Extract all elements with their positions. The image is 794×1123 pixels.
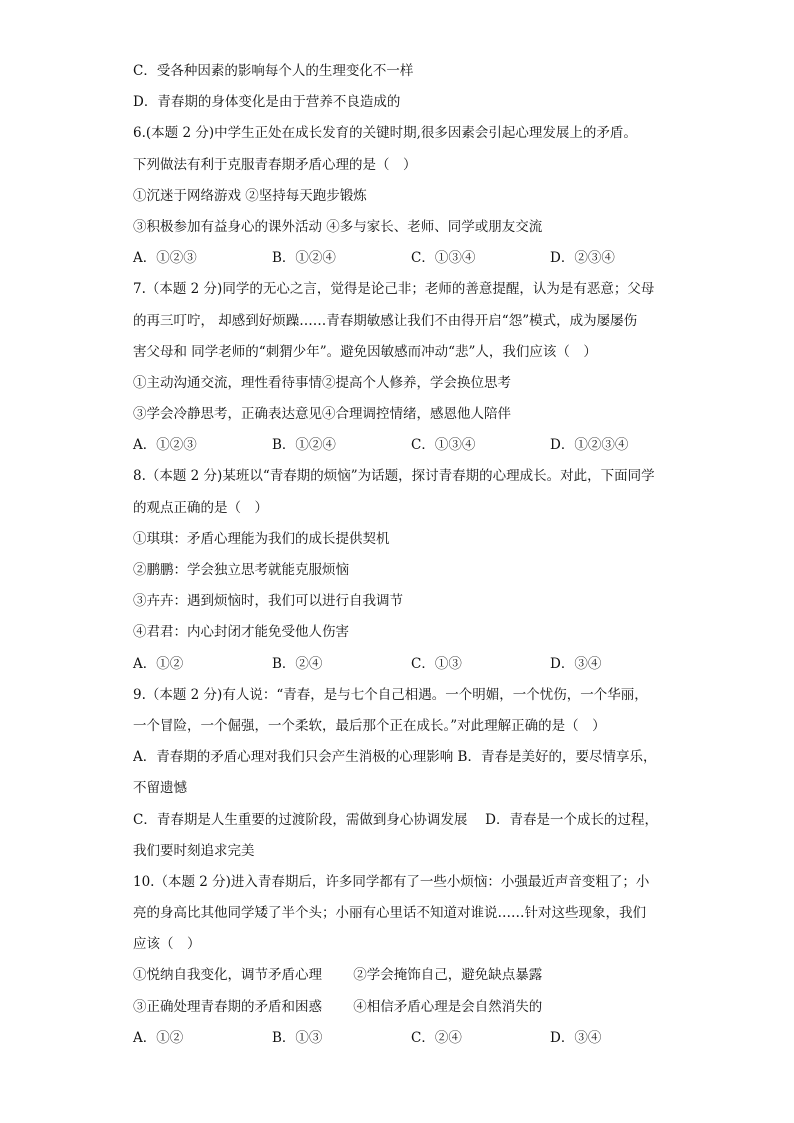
text-line: 8.（本题 2 分)某班以“青春期的烦恼”为话题，探讨青春期的心理成长。对此，下面同学 [133, 468, 655, 485]
text-line: 不留遗憾 [133, 780, 187, 797]
text-line: C．青春期是人生重要的过渡阶段，需做到身心协调发展 D．青春是一个成长的过程， [133, 811, 658, 828]
text-line: 10.（本题 2 分)进入青春期后，许多同学都有了一些小烦恼：小强最近声音变粗了；小 [133, 873, 650, 890]
answer-options [133, 1023, 674, 1054]
text-line: ④君君：内心封闭才能免受他人伤害 [133, 624, 349, 641]
answer-option: B．①②④ [272, 437, 336, 454]
answer-options [133, 649, 674, 680]
text-line: 亮的身高比其他同学矮了半个头；小丽有心里话不知道对谁说……针对这些现象，我们 [133, 905, 646, 922]
text-line: ①沉迷于网络游戏 ②坚持每天跑步锻炼 [133, 187, 367, 204]
answer-options [133, 243, 674, 274]
text-line: 一个冒险，一个倔强，一个柔软，最后那个正在成长。”对此理解正确的是（ ） [133, 717, 606, 734]
answer-option: A．①②③ [133, 437, 197, 454]
text-line: D．青春期的身体变化是由于营养不良造成的 [133, 94, 401, 111]
answer-option: B．①②④ [272, 250, 336, 267]
answer-option: C．②④ [411, 1029, 462, 1046]
answer-option: A．①② [133, 1029, 184, 1046]
answer-options [133, 430, 674, 461]
answer-option: C．①③④ [411, 437, 476, 454]
text-line: ①琪琪：矛盾心理能为我们的成长提供契机 [133, 530, 390, 547]
text-line: 9.（本题 2 分)有人说：“青春，是与七个自己相遇。一个明媚，一个忧伤，一个华丽， [133, 686, 648, 703]
answer-option: C．①③ [411, 655, 462, 672]
answer-option: B．②④ [272, 655, 323, 672]
text-line: ③卉卉：遇到烦恼时，我们可以进行自我调节 [133, 593, 403, 610]
text-line: ③积极参加有益身心的课外活动 ④多与家长、老师、同学或朋友交流 [133, 218, 543, 235]
answer-option: B．①③ [272, 1029, 323, 1046]
text-line: 的观点正确的是（ ） [133, 499, 268, 516]
text-line: ①悦纳自我变化，调节矛盾心理 ②学会掩饰自己，避免缺点暴露 [133, 967, 543, 984]
text-line: ①主动沟通交流，理性看待事情②提高个人修养，学会换位思考 [133, 374, 511, 391]
answer-option: A．①② [133, 655, 184, 672]
text-line: 害父母和 同学老师的“刺猬少年”。避免因敏感而冲动“悲”人，我们应该（ ） [133, 343, 597, 360]
text-line: 应该（ ） [133, 936, 201, 953]
answer-option: D．②③④ [550, 250, 615, 267]
text-line: A．青春期的矛盾心理对我们只会产生消极的心理影响 B．青春是美好的，要尽情享乐， [133, 749, 657, 766]
answer-option: D．①②③④ [550, 437, 629, 454]
text-line: ②鹏鹏：学会独立思考就能克服烦恼 [133, 562, 349, 578]
answer-option: D．③④ [550, 1029, 602, 1046]
text-line: 6.(本题 2 分)中学生正处在成长发育的关键时期,很多因素会引起心理发展上的矛盾。 [133, 125, 637, 142]
text-line: ③正确处理青春期的矛盾和困惑 ④相信矛盾心理是会自然消失的 [133, 998, 543, 1015]
text-line: 的再三叮咛， 却感到好烦躁……青春期敏感让我们不由得开启“怨”模式，成为屡屡伤 [133, 312, 638, 329]
answer-option: D．③④ [550, 655, 602, 672]
answer-option: A．①②③ [133, 250, 197, 267]
text-line: 下列做法有利于克服青春期矛盾心理的是（ ） [133, 156, 417, 173]
text-line: ③学会冷静思考，正确表达意见④合理调控情绪，感恩他人陪伴 [133, 406, 511, 423]
text-line: 7.（本题 2 分)同学的无心之言，觉得是论己非；老师的善意提醒，认为是有恶意；父母 [133, 281, 655, 298]
text-line: C．受各种因素的影响每个人的生理变化不一样 [133, 63, 414, 79]
answer-option: C．①③④ [411, 250, 476, 267]
text-line: 我们要时刻追求完美 [133, 842, 255, 859]
